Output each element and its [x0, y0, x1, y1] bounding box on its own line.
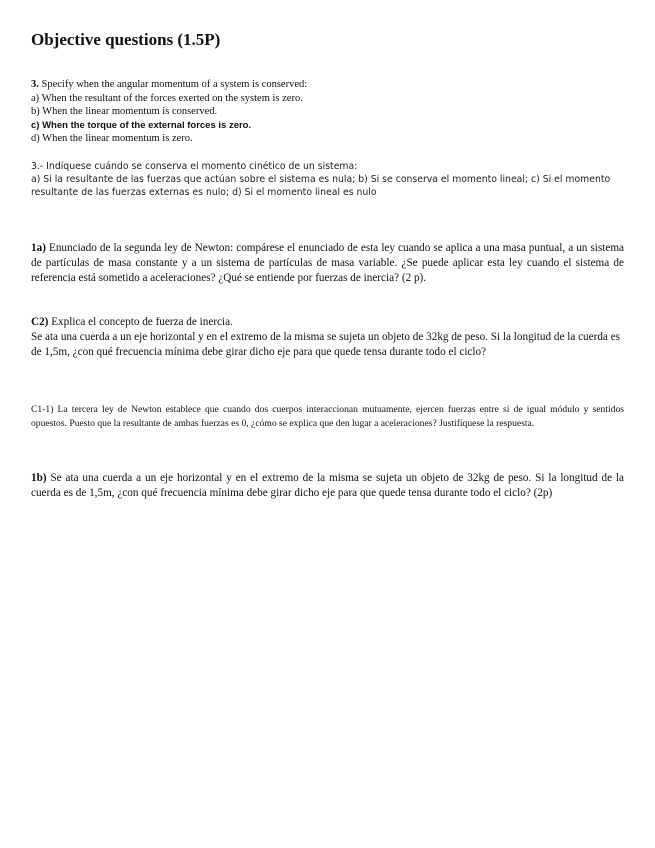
- question-label: 1a): [31, 242, 46, 254]
- options-text: a) Si la resultante de las fuerzas que actúan sobre el sistema es nula; b) Si se conserva el momento lineal; c) Si el momento resultante de las fuerzas externas es nulo; d) Si el momento lineal es nulo: [31, 174, 611, 198]
- question-c1-1: [31, 403, 624, 431]
- question-c2: [31, 315, 624, 360]
- question-3-english: [31, 78, 307, 146]
- question-text: 3.- Indíquese cuándo se conserva el momento cinético de un sistema:: [31, 161, 358, 172]
- question-text-line1: Explica el concepto de fuerza de inercia.: [51, 316, 233, 328]
- question-text: Enunciado de la segunda ley de Newton: compárese el enunciado de esta ley cuando se aplica a una masa puntual, a un sistema de partículas de masa constante y a un sistema de partículas de masa variable. ¿Se puede aplicar esta ley cuando el sistema de referencia está sometido a aceleraciones? ¿Qué se entiende por fuerzas de inercia? (2 p).: [31, 242, 625, 284]
- option-b: b) When the linear momentum is conserved.: [31, 106, 218, 117]
- question-3-stem: [31, 78, 307, 92]
- question-text: Se ata una cuerda a un eje horizontal y en el extremo de la misma se sujeta un objeto de 32kg de peso. Si la longitud de la cuerda es de 1,5m, ¿con qué frecuencia mínima debe girar dicho eje para que quede tensa durante todo el ciclo? (2p): [31, 472, 625, 499]
- question-label: 1b): [31, 472, 47, 484]
- question-3-spanish: [31, 160, 626, 199]
- question-text: C1-1) La tercera ley de Newton establece que cuando dos cuerpos interaccionan mutuamente, ejercen fuerzas entre sí de igual módulo y sentidos opuestos. Puesto que la resultante de ambas fuerzas es 0, ¿cómo se explica que den lugar a aceleraciones? Justifíquese la respuesta.: [31, 404, 624, 429]
- question-1b: [31, 471, 624, 501]
- page-title: Objective questions (1.5P): [31, 30, 221, 49]
- question-text: Specify when the angular momentum of a system is conserved:: [41, 79, 308, 90]
- option-a: a) When the resultant of the forces exerted on the system is zero.: [31, 92, 303, 104]
- question-label: C2): [31, 316, 49, 328]
- question-1a: [31, 241, 624, 286]
- question-number: 3.: [31, 79, 39, 90]
- option-c: c) When the torque of the external forces is zero.: [31, 119, 252, 131]
- option-d: d) When the linear momentum is zero.: [31, 133, 193, 144]
- question-text-line2: Se ata una cuerda a un eje horizontal y en el extremo de la misma se sujeta un objeto de 32kg de peso. Si la longitud de la cuerda es de 1,5m, ¿con qué frecuencia mínima debe girar dicho eje para que quede tensa durante todo el ciclo?: [31, 331, 621, 358]
